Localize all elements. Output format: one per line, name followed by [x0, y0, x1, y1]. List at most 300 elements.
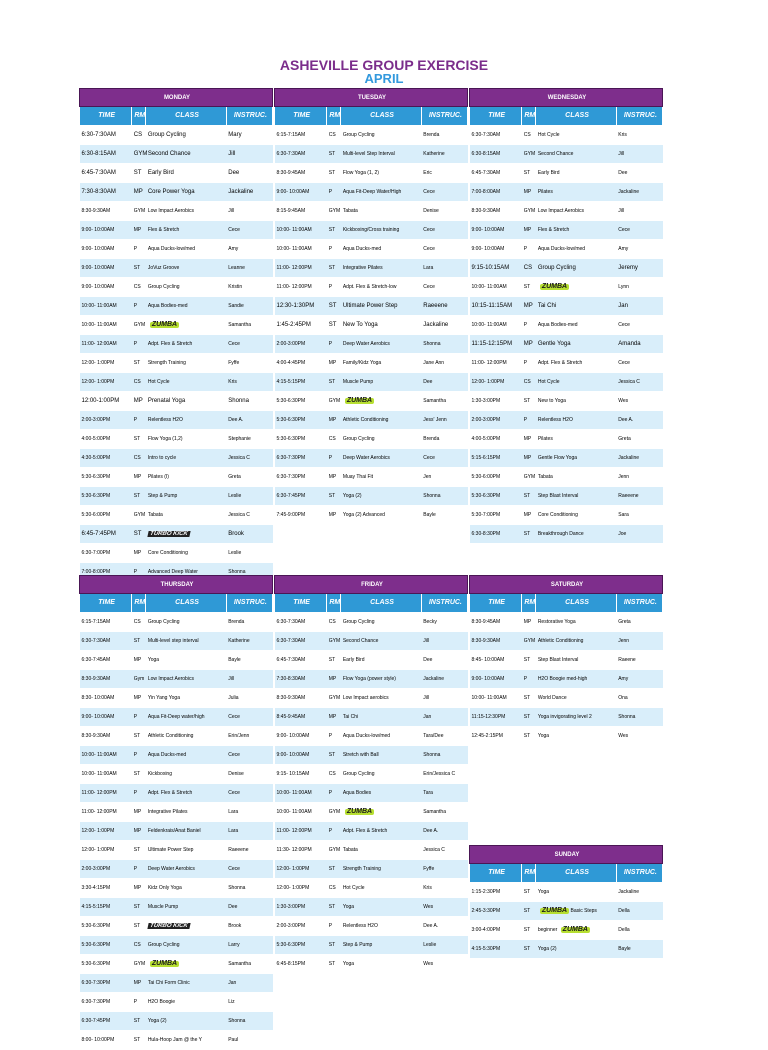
class-name: Pilates [536, 430, 616, 449]
table-row [470, 354, 663, 373]
class-time: 10:00- 11:00AM [80, 765, 132, 784]
class-instructor: Jan [226, 974, 272, 993]
class-name: Yoga invigorating level 2 [536, 708, 616, 727]
table-row [80, 917, 273, 936]
class-instructor: Sara [616, 506, 662, 525]
class-name: Early Bird [536, 164, 616, 183]
table-row [275, 430, 468, 449]
class-name: Intro to cycle [146, 449, 226, 468]
class-room: ST [132, 898, 146, 917]
class-room: ST [327, 860, 341, 879]
class-instructor: Becky [421, 613, 467, 632]
class-name: JoVuz Groove [146, 259, 226, 278]
table-row [275, 487, 468, 506]
class-instructor: Raeene [616, 651, 662, 670]
column-header-class: CLASS [536, 864, 616, 883]
table-row [275, 727, 468, 746]
class-room: P [132, 993, 146, 1012]
class-room: ST [132, 1031, 146, 1050]
class-time: 1:30-3:00PM [275, 898, 327, 917]
table-row [80, 689, 273, 708]
table-row [470, 278, 663, 297]
class-name: Advanced Deep Water [146, 563, 226, 582]
class-room: GYM [522, 202, 536, 221]
class-room: MP [327, 468, 341, 487]
class-instructor: Dee A. [226, 411, 272, 430]
class-room: CS [327, 430, 341, 449]
class-time: 6:30-7:45AM [80, 651, 132, 670]
page-subtitle: APRIL [364, 71, 404, 86]
table-row [275, 449, 468, 468]
class-room: P [132, 746, 146, 765]
class-time: 2:00-3:00PM [470, 411, 522, 430]
class-name: Early Bird [341, 651, 421, 670]
class-room: MP [327, 506, 341, 525]
table-row [80, 278, 273, 297]
class-room: ST [327, 145, 341, 164]
class-room: P [327, 917, 341, 936]
class-room: ST [327, 936, 341, 955]
class-instructor: Jackaline [616, 883, 662, 902]
table-row [80, 430, 273, 449]
column-header-time: TIME [80, 594, 132, 613]
class-name [146, 917, 226, 936]
class-room: CS [132, 449, 146, 468]
table-row [470, 164, 663, 183]
table-row [80, 525, 273, 544]
class-name: Integrative Pilates [146, 803, 226, 822]
class-time: 12:00-1:00PM [80, 392, 132, 411]
column-header-class: CLASS [146, 594, 226, 613]
table-row [80, 784, 273, 803]
table-row [275, 316, 468, 335]
table-row [275, 411, 468, 430]
class-instructor: Cece [616, 316, 662, 335]
table-row [275, 898, 468, 917]
class-instructor: Samantha [226, 316, 272, 335]
class-instructor: Dee A. [421, 917, 467, 936]
class-time: 8:30-9:30AM [80, 202, 132, 221]
class-instructor: Denise [226, 765, 272, 784]
class-room: GYM [327, 689, 341, 708]
class-time: 12:00- 1:00PM [80, 373, 132, 392]
class-name: Adpt. Flex & Stretch [341, 822, 421, 841]
class-time: 12:00- 1:00PM [275, 879, 327, 898]
class-time: 6:30-7:30PM [275, 449, 327, 468]
class-time: 9:00- 10:00AM [470, 221, 522, 240]
class-name: Step & Pump [341, 936, 421, 955]
class-room: GYM [132, 145, 146, 164]
class-instructor: Raeeene [616, 487, 662, 506]
class-time: 12:00- 1:00PM [275, 860, 327, 879]
class-room: MP [522, 506, 536, 525]
class-time: 7:30-8:30AM [80, 183, 132, 202]
table-row [80, 221, 273, 240]
table-row [80, 670, 273, 689]
column-header-room: RM [132, 594, 146, 613]
class-time: 6:30-7:30PM [275, 468, 327, 487]
table-row [470, 487, 663, 506]
class-time: 2:45-3:30PM [470, 902, 522, 921]
class-instructor: Cece [421, 221, 467, 240]
class-name: Prenatal Yoga [146, 392, 226, 411]
column-header-instructor: INSTRUC. [616, 864, 662, 883]
class-instructor: Mary [226, 126, 272, 145]
table-row [470, 613, 663, 632]
table-row [275, 632, 468, 651]
class-time: 12:00- 1:00PM [80, 841, 132, 860]
table-row [80, 487, 273, 506]
class-instructor: Shonna [421, 746, 467, 765]
class-instructor: Brook [226, 525, 272, 544]
table-row [275, 335, 468, 354]
table-row [80, 1031, 273, 1050]
class-room: GYM [132, 506, 146, 525]
column-header-instructor: INSTRUC. [421, 107, 467, 126]
class-instructor: Cece [421, 183, 467, 202]
class-room: ST [522, 525, 536, 544]
class-room: MP [132, 221, 146, 240]
column-header-instructor: INSTRUC. [226, 594, 272, 613]
class-time: 6:15-7:15AM [80, 613, 132, 632]
class-instructor: Lara [226, 803, 272, 822]
class-room: P [132, 411, 146, 430]
class-room: P [327, 335, 341, 354]
table-row [80, 468, 273, 487]
column-header-class: CLASS [146, 107, 226, 126]
class-name: Aqua Ducks-low/med [146, 240, 226, 259]
class-instructor: Raeeene [226, 841, 272, 860]
class-name: Tai Chi [536, 297, 616, 316]
table-row [80, 373, 273, 392]
class-instructor: Amy [616, 240, 662, 259]
class-name: Aqua Bodies [341, 784, 421, 803]
class-name: Yin Yang Yoga [146, 689, 226, 708]
class-room: ST [522, 727, 536, 746]
class-room: CS [132, 936, 146, 955]
class-time: 9:15- 10:15AM [275, 765, 327, 784]
schedule-table-tuesday [274, 88, 468, 525]
class-instructor: Fyffe [226, 354, 272, 373]
class-room: GYM [132, 202, 146, 221]
class-room: ST [327, 297, 341, 316]
class-time: 4:00-5:00PM [470, 430, 522, 449]
class-instructor: Lynn [616, 278, 662, 297]
class-name: Adpt. Flex & Stretch-low [341, 278, 421, 297]
class-time: 5:30-6:30PM [80, 468, 132, 487]
class-room: MP [132, 544, 146, 563]
class-room: CS [327, 613, 341, 632]
class-instructor: Cece [226, 746, 272, 765]
column-header-class: CLASS [536, 107, 616, 126]
class-time: 1:30-3:00PM [470, 392, 522, 411]
class-instructor: Sandie [226, 297, 272, 316]
class-instructor: Samantha [421, 392, 467, 411]
class-instructor: Jill [421, 689, 467, 708]
class-name: Group Cycling [146, 126, 226, 145]
day-header-friday: FRIDAY [275, 576, 468, 594]
class-instructor: Kristin [226, 278, 272, 297]
class-instructor: Dee A. [421, 822, 467, 841]
class-name: Relentless H2O [146, 411, 226, 430]
table-row [470, 411, 663, 430]
class-name: Second Chance [341, 632, 421, 651]
table-row [470, 727, 663, 746]
class-instructor: Tara/Dee [421, 727, 467, 746]
class-instructor: Shonna [616, 708, 662, 727]
class-name: Restorative Yoga [536, 613, 616, 632]
class-instructor: Amanda [616, 335, 662, 354]
class-name [146, 525, 226, 544]
class-time: 5:30-7:00PM [470, 506, 522, 525]
class-time: 5:30-6:30PM [80, 955, 132, 974]
class-time: 11:00- 12:00PM [80, 803, 132, 822]
class-instructor: Bayle [421, 506, 467, 525]
class-name: Flex & Stretch [146, 221, 226, 240]
class-time: 4:15-5:15PM [275, 373, 327, 392]
class-time: 7:45-9:00PM [275, 506, 327, 525]
class-name: Muscle Pump [341, 373, 421, 392]
column-header-time: TIME [275, 594, 327, 613]
table-row [470, 373, 663, 392]
class-name: Flow Yoga (power style) [341, 670, 421, 689]
table-row [470, 240, 663, 259]
class-instructor: Cece [226, 860, 272, 879]
turbo-kick-logo: TURBO KICK [149, 531, 189, 537]
class-time: 6:45-7:30AM [275, 651, 327, 670]
table-row [470, 259, 663, 278]
class-instructor: Wes [421, 955, 467, 974]
class-name: Second Chance [146, 145, 226, 164]
class-instructor: Jessica C [421, 841, 467, 860]
column-header-room: RM [132, 107, 146, 126]
class-time: 6:30-7:45PM [80, 1012, 132, 1031]
class-time: 6:45-7:45PM [80, 525, 132, 544]
class-time: 8:45-9:45AM [275, 708, 327, 727]
column-header-instructor: INSTRUC. [616, 594, 662, 613]
table-row [275, 297, 468, 316]
table-row [470, 297, 663, 316]
table-row [80, 651, 273, 670]
class-name: Kidz Only Yoga [146, 879, 226, 898]
class-name: Flex & Stretch [536, 221, 616, 240]
class-time: 10:00- 11:00AM [80, 746, 132, 765]
table-row [275, 651, 468, 670]
class-name: H2O Boogie [146, 993, 226, 1012]
table-row [470, 202, 663, 221]
class-time: 8:30-9:30AM [80, 670, 132, 689]
class-name: Second Chance [536, 145, 616, 164]
class-room: MP [327, 354, 341, 373]
table-row [80, 164, 273, 183]
class-time: 4:00-4:45PM [275, 354, 327, 373]
class-name: Yoga (2) [341, 487, 421, 506]
class-room: MP [522, 613, 536, 632]
class-name: Adpt. Flex & Stretch [536, 354, 616, 373]
class-room: P [522, 316, 536, 335]
class-time: 8:15-9:45AM [275, 202, 327, 221]
class-room: ST [327, 373, 341, 392]
class-instructor: Brenda [421, 126, 467, 145]
class-time: 7:30-8:30AM [275, 670, 327, 689]
class-time: 7:00-8:00PM [80, 563, 132, 582]
class-room: MP [132, 879, 146, 898]
day-header-monday: MONDAY [80, 89, 273, 107]
class-instructor: Raeeene [421, 297, 467, 316]
class-name: Deep Water Aerobics [341, 449, 421, 468]
class-name: Low Impact Aerobics [146, 202, 226, 221]
class-room: P [522, 240, 536, 259]
class-instructor: Leanne [226, 259, 272, 278]
class-room: MP [327, 708, 341, 727]
class-instructor: Dee [421, 651, 467, 670]
class-name: Hula-Hoop Jam @ the Y [146, 1031, 226, 1050]
column-header-room: RM [522, 864, 536, 883]
class-name: Core Conditioning [536, 506, 616, 525]
class-name: beginner ZUMBA [536, 921, 616, 940]
class-name: Muay Thai Fit [341, 468, 421, 487]
table-row [470, 145, 663, 164]
class-name: Strength Training [146, 354, 226, 373]
class-instructor: Bayle [226, 651, 272, 670]
table-row [275, 917, 468, 936]
class-name: Integrative Pilates [341, 259, 421, 278]
class-time: 10:00- 11:00AM [275, 803, 327, 822]
class-room: P [132, 335, 146, 354]
table-row [275, 354, 468, 373]
table-row [275, 784, 468, 803]
table-row [80, 449, 273, 468]
class-name: Yoga [341, 955, 421, 974]
class-name: ZUMBA Basic Steps [536, 902, 616, 921]
class-instructor: Shonna [226, 879, 272, 898]
class-name: H2O Boogie med-high [536, 670, 616, 689]
class-instructor: Jenn [616, 468, 662, 487]
class-name: Tai Chi Form Clinic [146, 974, 226, 993]
class-instructor: Kris [226, 373, 272, 392]
class-time: 9:00- 10:00AM [275, 727, 327, 746]
class-time: 10:00- 11:00AM [80, 316, 132, 335]
class-name: Step Blast Interval [536, 651, 616, 670]
table-row [470, 335, 663, 354]
class-room: CS [327, 126, 341, 145]
class-room: GYM [327, 841, 341, 860]
class-name: Group Cycling [146, 278, 226, 297]
class-room: ST [132, 259, 146, 278]
class-name: Low Impact Aerobics [146, 670, 226, 689]
class-instructor: Larry [226, 936, 272, 955]
class-room: MP [522, 221, 536, 240]
class-name: Pilates (I) [146, 468, 226, 487]
class-name: Ultimate Power Step [341, 297, 421, 316]
class-time: 8:30-9:45AM [470, 613, 522, 632]
table-row [275, 708, 468, 727]
day-header-saturday: SATURDAY [470, 576, 663, 594]
class-name: Breakthrough Dance [536, 525, 616, 544]
table-row [80, 316, 273, 335]
class-name: Flow Yoga (1, 2) [341, 164, 421, 183]
class-room: P [132, 784, 146, 803]
class-instructor: Cece [616, 221, 662, 240]
class-instructor: Jill [226, 670, 272, 689]
class-room: MP [132, 183, 146, 202]
class-instructor: Cece [226, 708, 272, 727]
class-time: 9:00- 10:00AM [275, 183, 327, 202]
class-time: 11:00- 12:00PM [275, 259, 327, 278]
class-instructor: Fyffe [421, 860, 467, 879]
class-instructor: Dee [421, 373, 467, 392]
class-name: Aqua Fit-Deep water/high [146, 708, 226, 727]
day-header-sunday: SUNDAY [470, 846, 663, 864]
class-instructor: Bayle [616, 940, 662, 959]
class-instructor: Jackaline [421, 670, 467, 689]
class-name: Hot Cycle [536, 373, 616, 392]
class-room: MP [522, 430, 536, 449]
class-time: 9:00- 10:00AM [470, 240, 522, 259]
class-instructor: Cece [421, 240, 467, 259]
class-time: 9:00- 10:00AM [80, 708, 132, 727]
class-room: P [522, 411, 536, 430]
class-instructor: Erin/Jenn [226, 727, 272, 746]
table-row [470, 430, 663, 449]
class-instructor: Shonna [421, 335, 467, 354]
table-row [470, 221, 663, 240]
table-row [275, 765, 468, 784]
class-room: ST [327, 164, 341, 183]
column-header-room: RM [327, 594, 341, 613]
class-instructor: Julia [226, 689, 272, 708]
class-time: 6:30-7:30AM [470, 126, 522, 145]
table-row [470, 708, 663, 727]
class-name: Muscle Pump [146, 898, 226, 917]
table-row [275, 468, 468, 487]
class-instructor: Amy [226, 240, 272, 259]
class-instructor: Cece [421, 449, 467, 468]
class-room: P [522, 670, 536, 689]
class-name: Group Cycling [341, 430, 421, 449]
table-row [470, 316, 663, 335]
class-instructor: Samantha [421, 803, 467, 822]
class-room: MP [132, 822, 146, 841]
class-time: 8:30-9:45AM [275, 164, 327, 183]
class-name: Aqua Ducks-med [341, 240, 421, 259]
class-instructor: Jill [421, 632, 467, 651]
table-row [275, 936, 468, 955]
class-time: 11:00- 12:00PM [275, 278, 327, 297]
class-instructor: Shonna [421, 487, 467, 506]
class-time: 6:30-8:15AM [80, 145, 132, 164]
class-name: Yoga [341, 898, 421, 917]
class-room: ST [132, 841, 146, 860]
class-time: 9:00- 10:00AM [80, 259, 132, 278]
class-instructor: Dee [226, 898, 272, 917]
class-name: Yoga [146, 651, 226, 670]
class-room: P [327, 278, 341, 297]
column-header-class: CLASS [341, 594, 421, 613]
table-row [80, 392, 273, 411]
table-row [80, 544, 273, 563]
zumba-logo: ZUMBA [541, 283, 568, 290]
zumba-logo: ZUMBA [151, 960, 178, 967]
class-room: ST [522, 392, 536, 411]
table-row [275, 803, 468, 822]
class-instructor: Jackaline [421, 316, 467, 335]
class-room: GYM [327, 803, 341, 822]
class-name: Yoga (2) Advanced [341, 506, 421, 525]
class-time: 5:30-6:30PM [80, 936, 132, 955]
table-row [80, 297, 273, 316]
class-name: New to Yoga [536, 392, 616, 411]
